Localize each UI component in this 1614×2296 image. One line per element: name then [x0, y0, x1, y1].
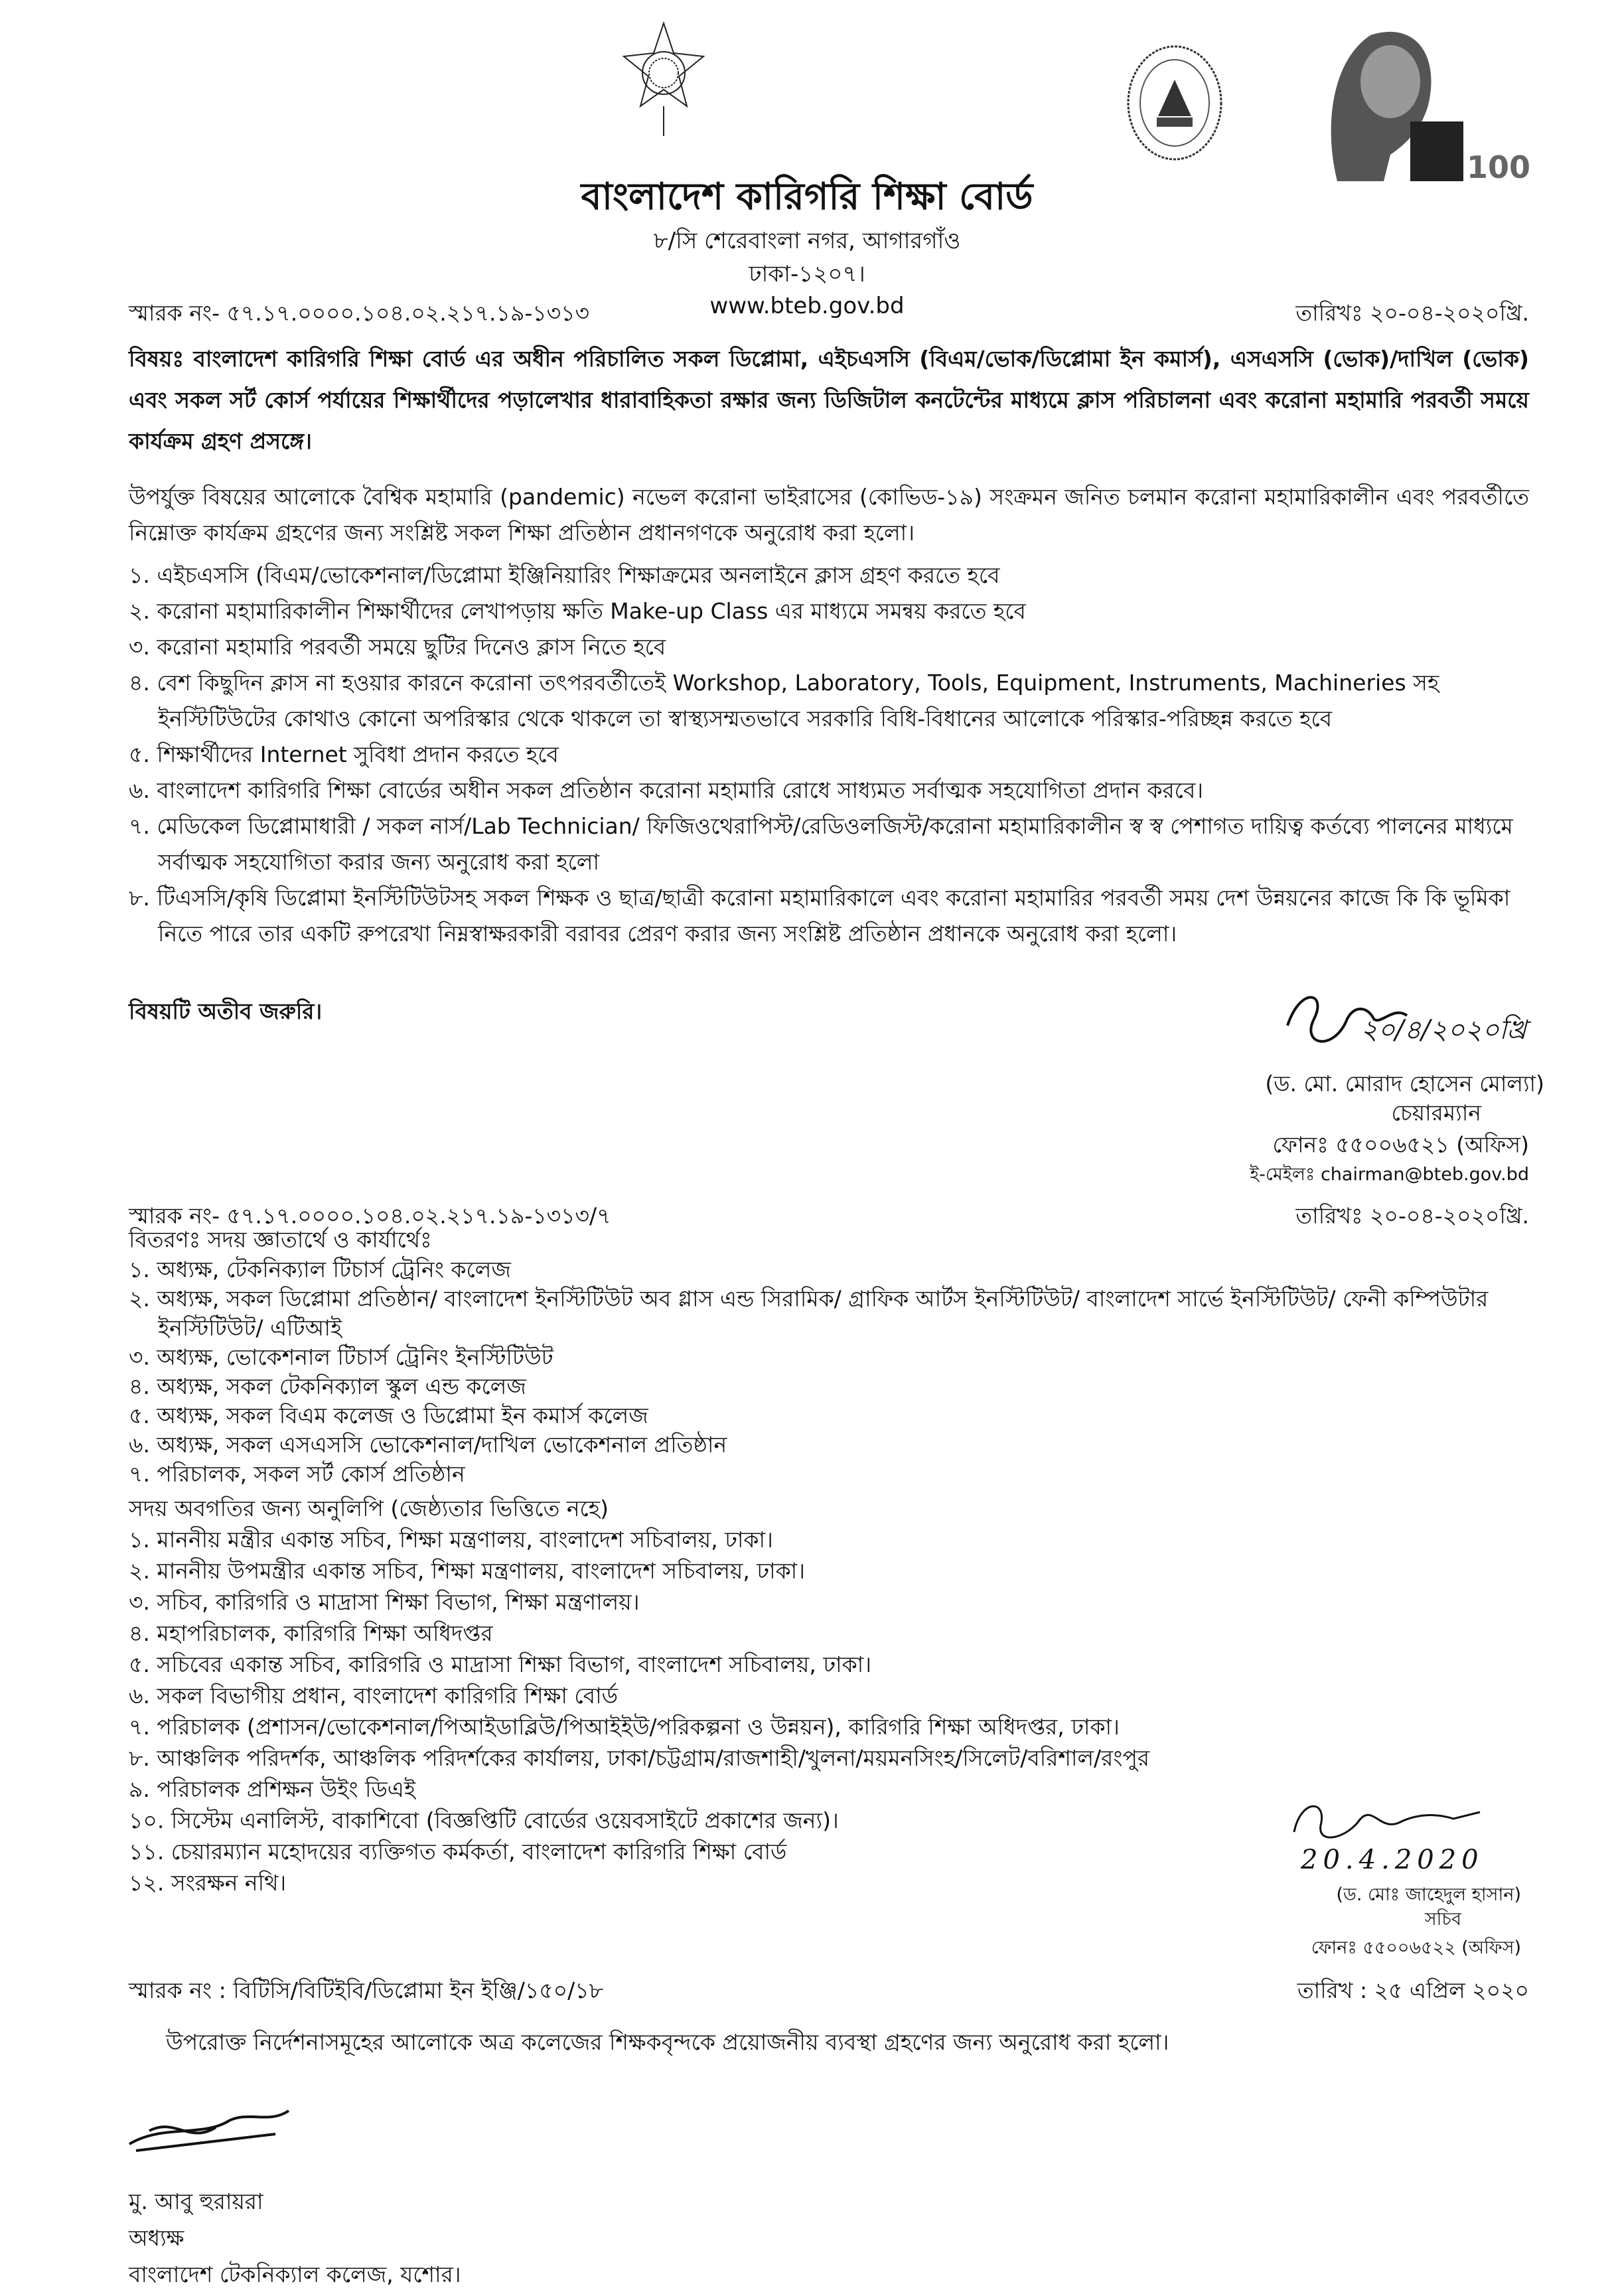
secretary-title: সচিব [1424, 1909, 1461, 1930]
address-line-2: ঢাকা-১২০৭। [749, 261, 865, 287]
letter1-ref: স্মারক নং- ৫৭.১৭.০০০০.১০৪.০২.২১৭.১৯-১৩১৩ [129, 300, 590, 326]
secretary-phone: ফোনঃ ৫৫০০৬৫২২ (অফিস) [1311, 1938, 1521, 1958]
list-item: ৯. পরিচালক প্রশিক্ষন উইং ডিএই [129, 1776, 416, 1802]
list-item: ৪. মহাপরিচালক, কারিগরি শিক্ষা অধিদপ্তর [129, 1620, 493, 1646]
list-item: ২. করোনা মহামারিকালীন শিক্ষার্থীদের লেখাপড়ায় ক্ষতি Make-up Class এর মাধ্যমে সমন্বয় করতে হবে [129, 598, 1026, 624]
list-item: ৭. মেডিকেল ডিপ্লোমাধারী / সকল নার্স/Lab Technician/ ফিজিওথেরাপিস্ট/রেডিওলজিস্ট/করোনা মহামারিকালীন স্ব স্ব পেশাগত দায়িত্ব কর্তব্যে পালনের মাধ্যমে সর্বাত্মক সহযোগিতা করার জন্য অনুরোধ করা হলো [129, 813, 1513, 875]
list-item: ১০. সিস্টেম এনালিস্ট, বাকাশিবো (বিজ্ঞপ্তিটি বোর্ডের ওয়েবসাইটে প্রকাশের জন্য)। [129, 1807, 839, 1833]
list-item: ৮. টিএসসি/কৃষি ডিপ্লোমা ইনস্টিটিউটসহ সকল শিক্ষক ও ছাত্র/ছাত্রী করোনা মহামারিকালে এবং করোনা মহামারির পরবর্তী সময় দেশ উন্নয়নের কাজে কি কি ভূমিকা নিতে পারে তার একটি রুপরেখা নিম্নস্বাক্ষরকারী বরাবর প্রেরণ করার জন্য সংশ্লিষ্ট প্রতিষ্ঠান প্রধানকে অনুরোধ করা হলো। [129, 885, 1510, 947]
chairman-name: (ড. মো. মোরাদ হোসেন মোল্যা) [1265, 1071, 1544, 1097]
letter2-ref: স্মারক নং- ৫৭.১৭.০০০০.১০৪.০২.২১৭.১৯-১৩১৩/৭ [129, 1203, 611, 1229]
list-item: ২. মাননীয় উপমন্ত্রীর একান্ত সচিব, শিক্ষা মন্ত্রণালয়, বাংলাদেশ সচিবালয়, ঢাকা। [129, 1558, 806, 1584]
list-item: ৪. বেশ কিছুদিন ক্লাস না হওয়ার কারনে করোনা তৎপরবর্তীতেই Workshop, Laboratory, Tools, Equipment, Instruments, Machineries সহ ইনস্টিটিউটের কোথাও কোনো অপরিস্কার থেকে থাকলে তা স্বাস্থ্যসম্মতভাবে সরকারি বিধি-বিধানের আলোকে পরিস্কার-পরিচ্ছন্ন করতে হবে [129, 670, 1439, 731]
principal-title: অধ্যক্ষ [129, 2225, 184, 2251]
chairman-phone: ফোনঃ ৫৫০০৬৫২১ (অফিস) [1272, 1132, 1529, 1158]
letter1-items [129, 558, 1529, 952]
principal-name: মু. আবু হুরায়রা [129, 2188, 263, 2214]
chairman-title: চেয়ারম্যান [1391, 1100, 1481, 1126]
logo-text: 100 [1467, 149, 1530, 185]
letter3-date: তারিখ : ২৫ এপ্রিল ২০২০ [1297, 1977, 1529, 2003]
list-item: ৩. করোনা মহামারি পরবর্তী সময়ে ছুটির দিনেও ক্লাস নিতে হবে [129, 634, 666, 660]
secretary-signature-date: 20.4.2020 [1301, 1845, 1484, 1875]
list-item: ৮. আঞ্চলিক পরিদর্শক, আঞ্চলিক পরিদর্শকের কার্যালয়, ঢাকা/চট্টগ্রাম/রাজশাহী/খুলনা/ময়মনসিংহ/সিলেট/বরিশাল/রংপুর [129, 1745, 1150, 1771]
list-item: ৩. অধ্যক্ষ, ভোকেশনাল টিচার্স ট্রেনিং ইনস্টিটিউট [129, 1344, 553, 1370]
list-item: ২. অধ্যক্ষ, সকল ডিপ্লোমা প্রতিষ্ঠান/ বাংলাদেশ ইনস্টিটিউট অব গ্লাস এন্ড সিরামিক/ গ্রাফিক আর্টস ইনস্টিটিউট/ বাংলাদেশ সার্ভে ইনস্টিটিউট/ ফেনী কম্পিউটার ইনস্টিটিউট/ এটিআই [129, 1286, 1489, 1341]
chairman-signature-date: ২০/৪/২০২০খ্রি [1360, 1015, 1527, 1045]
secretary-signature [1281, 1792, 1533, 1878]
list-item: ৬. সকল বিভাগীয় প্রধান, বাংলাদেশ কারিগরি শিক্ষা বোর্ড [129, 1683, 618, 1709]
list-item: ১. অধ্যক্ষ, টেকনিক্যাল টিচার্স ট্রেনিং কলেজ [129, 1257, 511, 1282]
list-item: ৬. অধ্যক্ষ, সকল এসএসসি ভোকেশনাল/দাখিল ভোকেশনাল প্রতিষ্ঠান [129, 1432, 727, 1458]
copy-heading: সদয় অবগতির জন্য অনুলিপি (জেষ্ঠ্যতার ভিত্তিতে নহে) [129, 1495, 609, 1521]
list-item: ৭. পরিচালক (প্রশাসন/ভোকেশনাল/পিআইডাব্লিউ/পিআইইউ/পরিকল্পনা ও উন্নয়ন), কারিগরি শিক্ষা অধিদপ্তর, ঢাকা। [129, 1714, 1120, 1740]
secretary-name: (ড. মোঃ জাহেদুল হাসান) [1336, 1884, 1521, 1905]
list-item: ৫. অধ্যক্ষ, সকল বিএম কলেজ ও ডিপ্লোমা ইন কমার্স কলেজ [129, 1403, 648, 1428]
principal-org: বাংলাদেশ টেকনিক্যাল কলেজ, যশোর। [129, 2261, 461, 2287]
distribution-list [129, 1255, 1529, 1489]
list-item: ৭. পরিচালক, সকল সর্ট কোর্স প্রতিষ্ঠান [129, 1461, 465, 1487]
list-item: ৩. সচিব, কারিগরি ও মাদ্রাসা শিক্ষা বিভাগ, শিক্ষা মন্ত্রণালয়। [129, 1589, 640, 1615]
government-emblem-icon [621, 20, 707, 139]
letter1-subject: বিষয়ঃ বাংলাদেশ কারিগরি শিক্ষা বোর্ড এর অধীন পরিচালিত সকল ডিপ্লোমা, এইচএসসি (বিএম/ভোক/ডিপ্লোমা ইন কমার্স), এসএসসি (ভোক)/দাখিল (ভোক) এবং সকল সর্ট কোর্স পর্যায়ের শিক্ষার্থীদের পড়ালেখার ধারাবাহিকতা রক্ষার জন্য ডিজিটাল কনটেন্টের মাধ্যমে ক্লাস পরিচালনা এবং করোনা মহামারি পরবর্তী সময়ে কার্যক্রম গ্রহণ প্রসঙ্গে। [129, 346, 1529, 454]
list-item: ৬. বাংলাদেশ কারিগরি শিক্ষা বোর্ডের অধীন সকল প্রতিষ্ঠান করোনা মহামারি রোধে সাধ্যমত সর্বাত্মক সহযোগিতা প্রদান করবে। [129, 777, 1204, 803]
list-item: ৫. শিক্ষার্থীদের Internet সুবিধা প্রদান করতে হবে [129, 741, 559, 767]
list-item: ১. মাননীয় মন্ত্রীর একান্ত সচিব, শিক্ষা মন্ত্রণালয়, বাংলাদেশ সচিবালয়, ঢাকা। [129, 1527, 773, 1553]
bteb-seal-icon [1125, 43, 1224, 163]
list-item: ১১. চেয়ারম্যান মহোদয়ের ব্যক্তিগত কর্মকর্তা, বাংলাদেশ কারিগরি শিক্ষা বোর্ড [129, 1839, 787, 1865]
letter3-body: উপরোক্ত নির্দেশনাসমূহের আলোকে অত্র কলেজের শিক্ষকবৃন্দকে প্রয়োজনীয় ব্যবস্থা গ্রহণের জন্য অনুরোধ করা হলো। [166, 2029, 1169, 2055]
website: www.bteb.gov.bd [709, 293, 905, 319]
chairman-signature [1274, 979, 1540, 1065]
letter1-date: তারিখঃ ২০-০৪-২০২০খ্রি. [1295, 300, 1529, 326]
letter1-body: উপর্যুক্ত বিষয়ের আলোকে বৈশ্বিক মহামারি (pandemic) নভেল করোনা ভাইরাসের (কোভিড-১৯) সংক্রমন জনিত চলমান করোনা মহামারিকালীন এবং পরবর্তীতে নিম্নোক্ত কার্যক্রম গ্রহণের জন্য সংশ্লিষ্ট সকল শিক্ষা প্রতিষ্ঠান প্রধানগণকে অনুরোধ করা হলো। [129, 484, 1529, 546]
list-item: ১২. সংরক্ষন নথি। [129, 1870, 287, 1896]
chairman-email: ই-মেইলঃ chairman@bteb.gov.bd [1250, 1164, 1529, 1185]
mujib-100-logo-icon [1311, 22, 1530, 185]
list-item: ৫. সচিবের একান্ত সচিব, কারিগরি ও মাদ্রাসা শিক্ষা বিভাগ, বাংলাদেশ সচিবালয়, ঢাকা। [129, 1651, 872, 1677]
letter3-ref: স্মারক নং : বিটিসি/বিটিইবি/ডিপ্লোমা ইন ইঞ্জি/১৫০/১৮ [129, 1977, 604, 2003]
org-name: বাংলাদেশ কারিগরি শিক্ষা বোর্ড [581, 175, 1033, 218]
distribution-heading: বিতরণঃ সদয় জ্ঞাতার্থে ও কার্যার্থেঃ [129, 1227, 432, 1253]
principal-signature [123, 2098, 322, 2164]
letter2-date: তারিখঃ ২০-০৪-২০২০খ্রি. [1295, 1203, 1529, 1229]
address-line-1: ৮/সি শেরেবাংলা নগর, আগারগাঁও [653, 228, 961, 254]
list-item: ৪. অধ্যক্ষ, সকল টেকনিক্যাল স্কুল এন্ড কলেজ [129, 1373, 526, 1399]
list-item: ১. এইচএসসি (বিএম/ভোকেশনাল/ডিপ্লোমা ইঞ্জিনিয়ারিং শিক্ষাক্রমের অনলাইনে ক্লাস গ্রহণ করতে হবে [129, 562, 1000, 588]
letter1-urgent: বিষয়টি অতীব জরুরি। [129, 998, 323, 1024]
